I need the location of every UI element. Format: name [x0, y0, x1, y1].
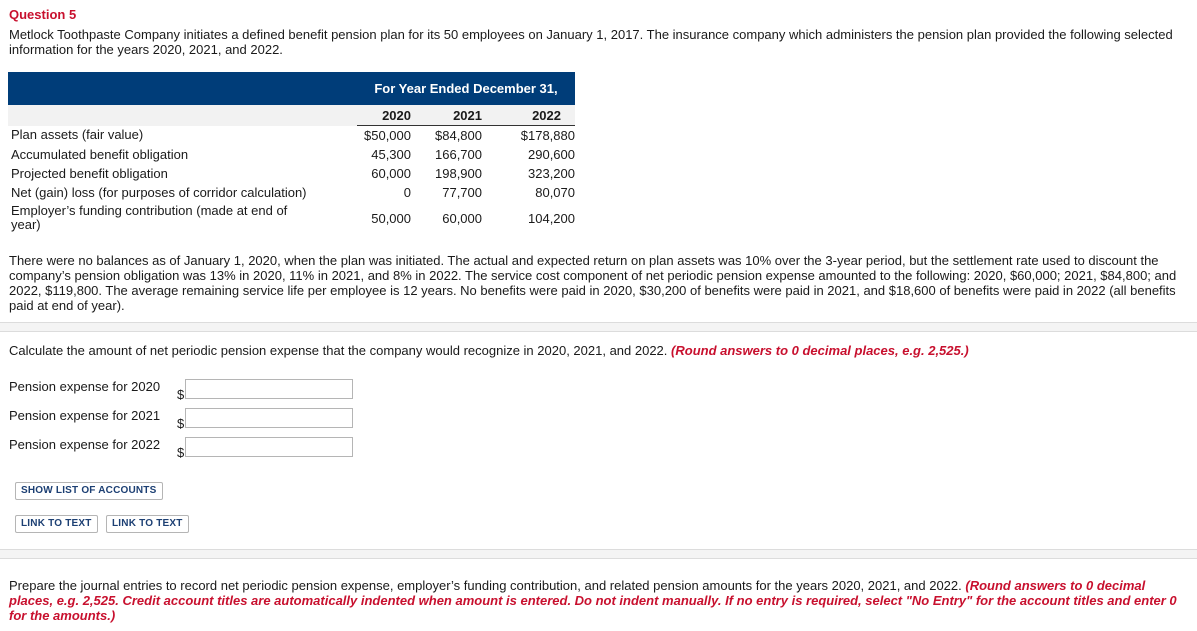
- part2-text: Prepare the journal entries to record net periodic pension expense, employer’s funding contribution, and related pension amounts for the years 2020, 2021, and 2022.: [9, 578, 962, 593]
- field-label: Pension expense for 2022: [9, 437, 161, 452]
- table-row: [8, 126, 575, 146]
- cell-value: 290,600: [528, 147, 575, 162]
- section-divider: [0, 322, 1197, 332]
- pension-expense-2022-input[interactable]: [185, 437, 353, 457]
- cell-value: $84,800: [435, 128, 482, 143]
- link-to-text-button[interactable]: LINK TO TEXT: [15, 515, 98, 533]
- link-to-text-button-2[interactable]: LINK TO TEXT: [106, 515, 189, 533]
- show-list-of-accounts-button[interactable]: SHOW LIST OF ACCOUNTS: [15, 482, 163, 500]
- year-2020: 2020: [357, 105, 411, 126]
- question-title: Question 5: [9, 7, 77, 22]
- section-divider: [0, 549, 1197, 559]
- cell-value: 77,700: [442, 185, 482, 200]
- row-label: Net (gain) loss (for purposes of corridor calculation): [11, 184, 307, 200]
- table-row: [8, 145, 575, 164]
- row-label: Employer’s funding contribution (made at end of year): [11, 203, 288, 232]
- cell-value: 104,200: [528, 210, 575, 226]
- question-intro: Metlock Toothpaste Company initiates a defined benefit pension plan for its 50 employees on January 1, 2017. The insurance company which administers the pension plan provided the following selected information for the years 2020, 2021, and 2022.: [9, 27, 1173, 57]
- cell-value: $50,000: [364, 128, 411, 143]
- field-label: Pension expense for 2021: [9, 408, 161, 423]
- cell-value: 323,200: [528, 166, 575, 181]
- part1-text: Calculate the amount of net periodic pension expense that the company would recognize in 2020, 2021, and 2022.: [9, 343, 668, 358]
- dollar-sign: $: [177, 445, 185, 460]
- pension-data-table: [8, 72, 575, 234]
- cell-value: 0: [403, 185, 411, 200]
- table-row: [8, 183, 575, 202]
- cell-value: 45,300: [371, 147, 411, 162]
- cell-value: 60,000: [442, 210, 482, 226]
- part1-instruction: [9, 343, 969, 358]
- table-row: [8, 202, 575, 234]
- cell-value: 60,000: [371, 166, 411, 181]
- table-row: [8, 164, 575, 183]
- dollar-sign: $: [177, 416, 185, 431]
- dollar-sign: $: [177, 387, 185, 402]
- part1-note: (Round answers to 0 decimal places, e.g. 2,525.): [671, 343, 969, 358]
- pension-expense-2021-input[interactable]: [185, 408, 353, 428]
- year-2021: 2021: [411, 105, 482, 126]
- part2-instruction: [9, 578, 1189, 623]
- row-label: Accumulated benefit obligation: [11, 146, 189, 162]
- cell-value: 50,000: [371, 210, 411, 226]
- row-label: Projected benefit obligation: [11, 165, 168, 181]
- part2-note: (Round answers to 0 decimal places, e.g. 2,525. Credit account titles are automatically indented when amount is entered. Do not indent manually. If no entry is required, select "No Entry" for the account titles and enter 0 for the amounts.): [9, 578, 1177, 623]
- table-header: For Year Ended December 31,: [357, 72, 575, 105]
- year-2022: 2022: [482, 105, 575, 126]
- cell-value: 198,900: [435, 166, 482, 181]
- field-label: Pension expense for 2020: [9, 379, 161, 394]
- problem-paragraph: There were no balances as of January 1, 2020, when the plan was initiated. The actual and expected return on plan assets was 10% over the 3-year period, but the settlement rate used to discount the company’s pension obligation was 13% in 2020, 11% in 2021, and 8% in 2022. The service cost component of net periodic pension expense amounted to the following: 2020, $60,000; 2021, $84,800; and 2022, $119,800. The average remaining service life per employee is 12 years. No benefits were paid in 2020, $30,200 of benefits were paid in 2021, and $18,600 of benefits were paid in 2022 (all benefits paid at end of year).: [9, 253, 1177, 313]
- pension-expense-2020-input[interactable]: [185, 379, 353, 399]
- cell-value: $178,880: [520, 128, 575, 143]
- row-label: Plan assets (fair value): [11, 127, 144, 143]
- cell-value: 80,070: [535, 185, 575, 200]
- cell-value: 166,700: [435, 147, 482, 162]
